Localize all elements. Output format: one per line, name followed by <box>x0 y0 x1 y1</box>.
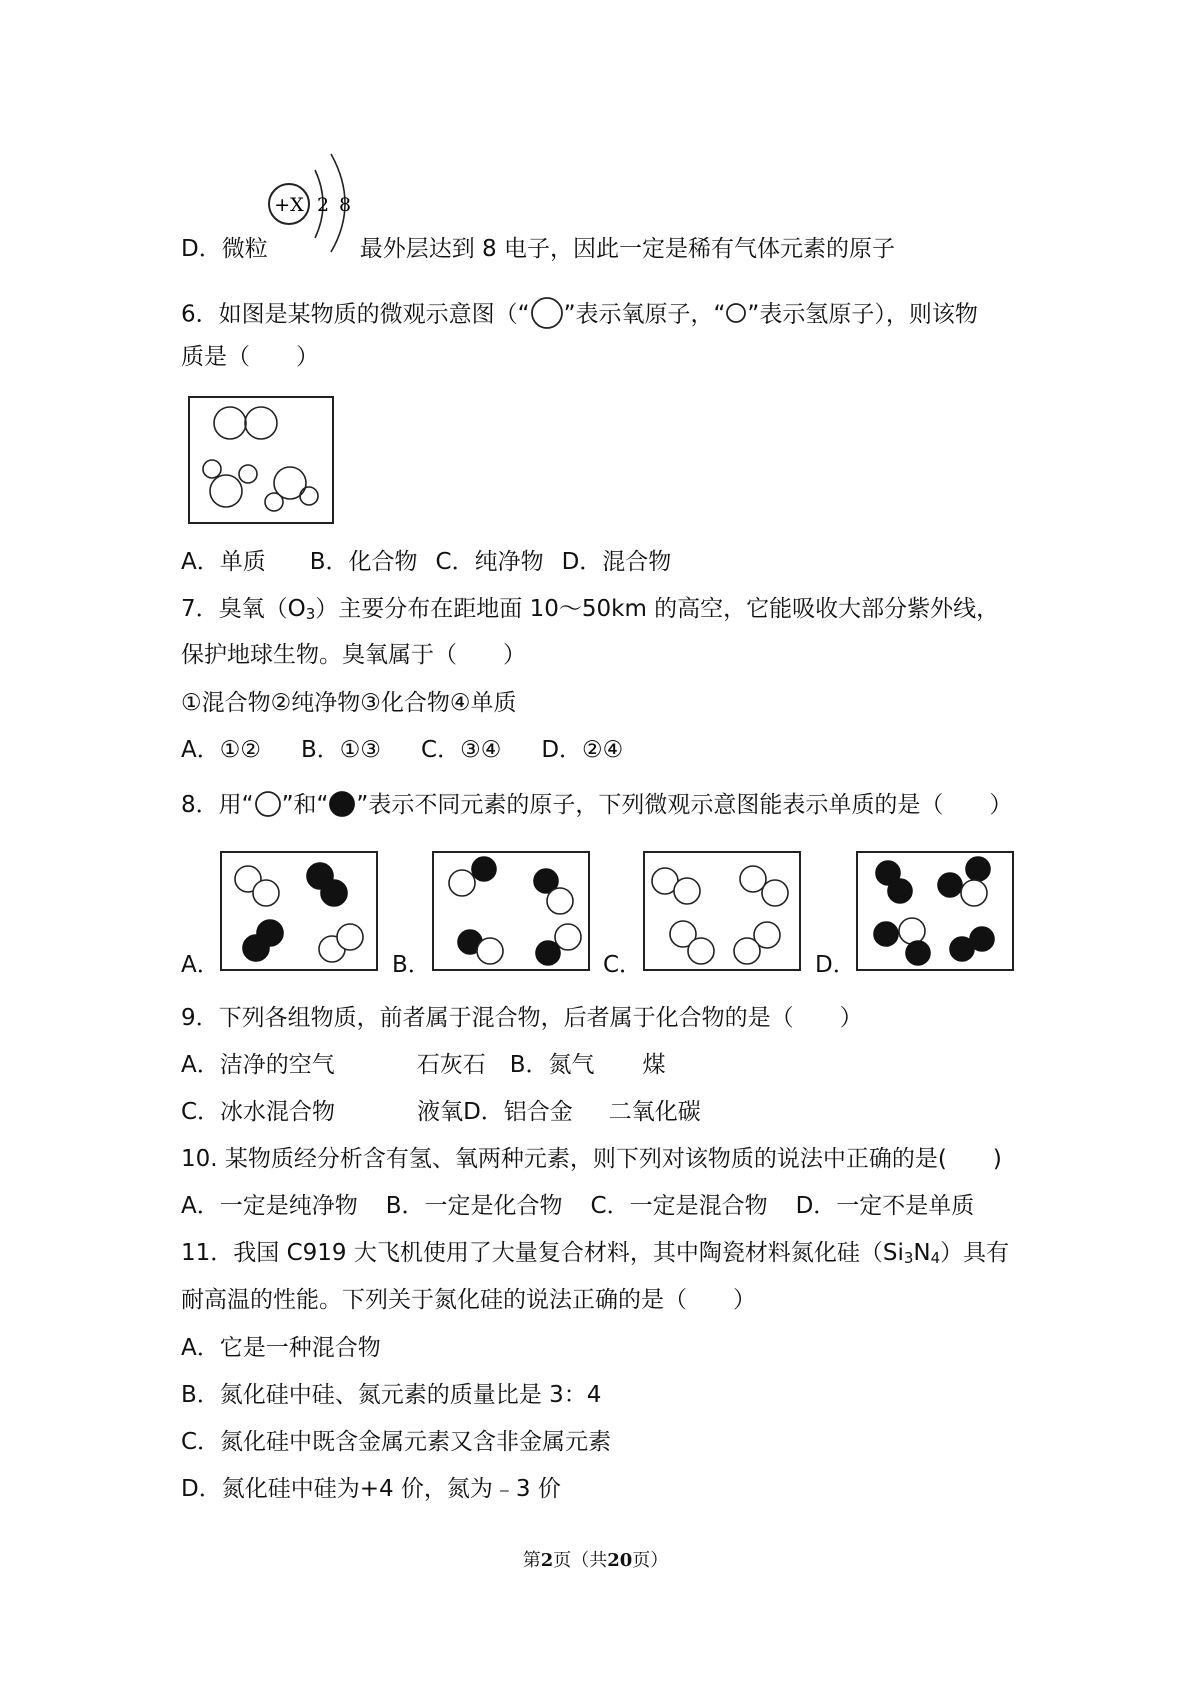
svg-text:8: 8 <box>338 194 352 216</box>
svg-text:+X: +X <box>274 194 304 216</box>
q8-diagram-c <box>643 851 801 971</box>
q11-option-d: D．氮化硅中硅为+4 价，氮为﹣3 价 <box>181 1476 561 1502</box>
q8-diagram-d <box>856 851 1014 971</box>
q11-stem: 11．我国 C919 大飞机使用了大量复合材料，其中陶瓷材料氮化硅$(Si_3N_4)$具有 <box>181 1240 1010 1267</box>
page-total: 20 <box>607 1550 633 1571</box>
q11-option-b: B．氮化硅中硅、氮元素的质量比是 3：4 <box>181 1382 602 1408</box>
page-number: 2 <box>540 1550 554 1571</box>
q10-stem: 10. 某物质经分析含有氢、氧两种元素，则下列对该物质的说法中正确的是( ) <box>181 1146 1002 1172</box>
q8-stem: 8．用“ ”和“ ”表示不同元素的原子，下列微观示意图能表示单质的是（ ） <box>181 792 1013 818</box>
q7-options: A．①② B．①③ C．③④ D．②④ <box>181 737 624 763</box>
hydrogen-atom-icon <box>725 304 747 326</box>
q6-stem: 6．如图是某物质的微观示意图（“ ”表示氧原子，“ ”表示氢原子），则该物 <box>181 298 978 332</box>
oxygen-atom-icon <box>530 298 564 332</box>
q6-stem-line2: 质是（ ） <box>181 344 319 370</box>
q8-diagram-a <box>220 851 378 971</box>
q8-label-d: D． <box>815 952 856 978</box>
q9-row1: A．洁净的空气 石灰石 B．氮气 煤 <box>181 1052 666 1078</box>
page-footer: 第2页（共20页） <box>522 1550 669 1571</box>
q8-label-a: A． <box>181 952 220 978</box>
svg-text:2: 2 <box>316 194 330 216</box>
q8-label-b: B． <box>392 952 431 978</box>
q9-stem: 9．下列各组物质，前者属于混合物，后者属于化合物的是（ ） <box>181 1005 863 1031</box>
q7-stem: 7．臭氧$(O_3)$主要分布在距地面 10～50km 的高空，它能吸收大部分紫外线， <box>181 596 1000 623</box>
q6-options: A．单质 B．化合物 C．纯净物 D．混合物 <box>181 549 672 575</box>
q7-choices: ①混合物②纯净物③化合物④单质 <box>181 690 517 716</box>
q11-stem-line2: 耐高温的性能。下列关于氮化硅的说法正确的是（ ） <box>181 1287 756 1313</box>
white-atom-icon <box>254 792 282 820</box>
q8-diagram-b <box>432 851 590 971</box>
q7-stem-line2: 保护地球生物。臭氧属于（ ） <box>181 642 526 668</box>
q11-option-c: C．氮化硅中既含金属元素又含非金属元素 <box>181 1429 612 1455</box>
q5-option-d: D．微粒 最外层达到 8 电子，因此一定是稀有气体元素的原子 <box>181 236 895 262</box>
q9-row2: C．冰水混合物 液氧D．铝合金 二氧化碳 <box>181 1099 701 1125</box>
q8-label-c: C． <box>603 952 643 978</box>
q10-options: A．一定是纯净物 B．一定是化合物 C．一定是混合物 D．一定不是单质 <box>181 1193 975 1219</box>
q6-micro-diagram <box>188 396 334 524</box>
black-atom-icon <box>328 792 356 820</box>
q11-option-a: A．它是一种混合物 <box>181 1335 381 1361</box>
